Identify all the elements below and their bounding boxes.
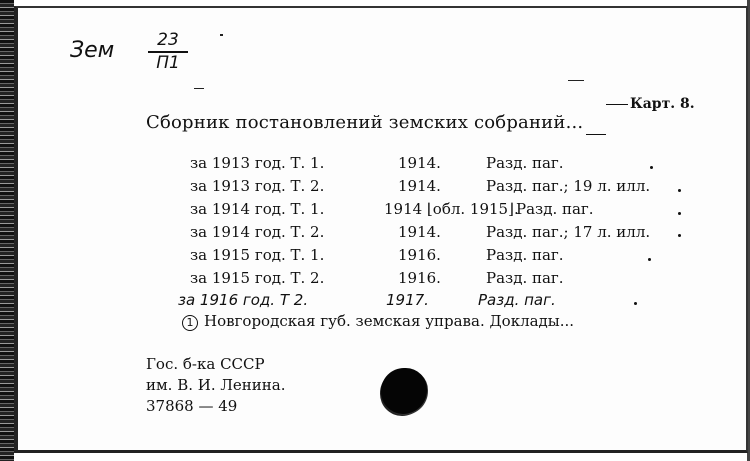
handwritten-volume: за 1916 год. Т 2. bbox=[178, 291, 309, 309]
library-imprint bbox=[146, 354, 285, 417]
holding-note: Разд. паг.; 19 л. илл. bbox=[486, 177, 651, 195]
holding-published: 1916. bbox=[398, 246, 441, 264]
ink-speck bbox=[194, 88, 204, 89]
handwritten-note: Разд. паг. bbox=[478, 291, 556, 309]
holding-published: 1916. bbox=[398, 269, 441, 287]
holding-published: 1914. bbox=[398, 223, 441, 241]
punch-hole-stamp bbox=[381, 368, 427, 414]
holding-published: 1914. bbox=[398, 177, 441, 195]
ink-speck bbox=[568, 80, 584, 81]
shelf-mark-prefix: Зем bbox=[70, 38, 115, 63]
holding-published: 1914 ⌊обл. 1915⌋. bbox=[384, 200, 519, 218]
holding-volume: за 1914 год. Т. 2. bbox=[190, 223, 325, 241]
cross-reference bbox=[182, 312, 574, 331]
holding-volume: за 1914 год. Т. 1. bbox=[190, 200, 325, 218]
margin-dot bbox=[650, 166, 653, 169]
holding-note: Разд. паг. bbox=[516, 200, 594, 218]
cross-reference-marker: 1 bbox=[182, 315, 198, 331]
margin-dot bbox=[678, 189, 681, 192]
holding-volume: за 1915 год. Т. 1. bbox=[190, 246, 325, 264]
holding-note: Разд. паг.; 17 л. илл. bbox=[486, 223, 651, 241]
holding-volume: за 1915 год. Т. 2. bbox=[190, 269, 325, 287]
holding-volume: за 1913 год. Т. 2. bbox=[190, 177, 325, 195]
library-line-3: 37868 — 49 bbox=[146, 397, 238, 415]
ink-speck bbox=[220, 34, 223, 36]
shelf-mark-numerator: 23 bbox=[148, 30, 188, 53]
shelf-mark-fraction bbox=[148, 30, 188, 73]
holding-note: Разд. паг. bbox=[486, 269, 564, 287]
scan-edge-left bbox=[0, 0, 14, 461]
holding-note: Разд. паг. bbox=[486, 246, 564, 264]
card-number: Карт. 8. bbox=[606, 96, 695, 112]
holding-volume: за 1913 год. Т. 1. bbox=[190, 154, 325, 172]
margin-dot bbox=[634, 302, 637, 305]
library-line-1: Гос. б-ка СССР bbox=[146, 355, 265, 373]
margin-dot bbox=[678, 212, 681, 215]
margin-dot bbox=[648, 258, 651, 261]
shelf-mark-denominator: П1 bbox=[156, 53, 180, 73]
holding-note: Разд. паг. bbox=[486, 154, 564, 172]
handwritten-published: 1917. bbox=[386, 291, 429, 309]
library-line-2: им. В. И. Ленина. bbox=[146, 376, 286, 394]
margin-dot bbox=[678, 234, 681, 237]
catalog-card bbox=[14, 6, 748, 453]
card-title: Сборник постановлений земских собраний... bbox=[146, 112, 584, 133]
holding-published: 1914. bbox=[398, 154, 441, 172]
cross-reference-text: Новгородская губ. земская управа. Доклады... bbox=[204, 312, 575, 330]
